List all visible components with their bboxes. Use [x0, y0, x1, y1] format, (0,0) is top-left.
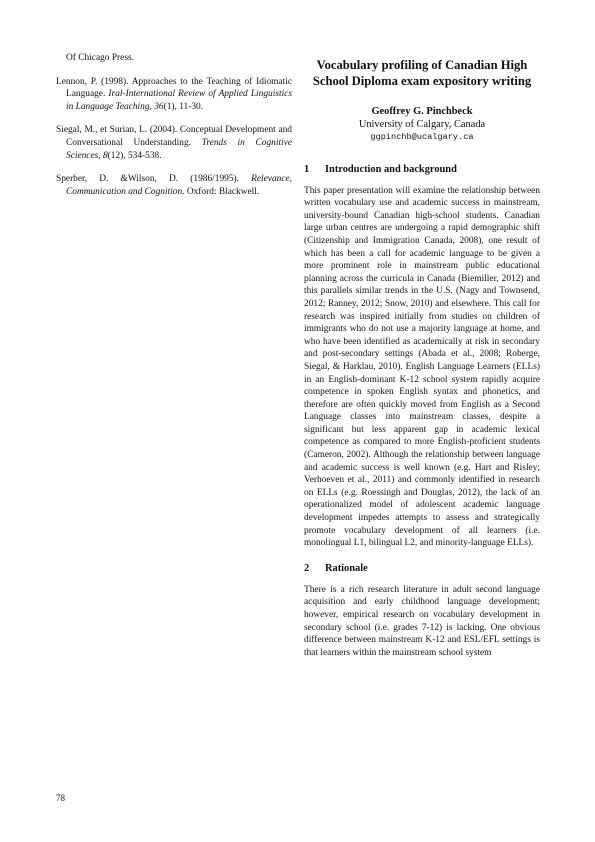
author-email: ggpinchb@ucalgary.ca	[370, 131, 474, 142]
page-number: 78	[56, 793, 65, 803]
reference-entry	[56, 76, 292, 114]
section-number: 1	[304, 163, 310, 175]
section-paragraph: This paper presentation will examine the relationship between written vocabulary use and academic success in mainstream, university-bound Canadian high-school students. Canadian large urban centres are undergoing a rapid demographic shift (Citizenship and Immigration Canada, 2008), one result of which has been a call for academic language to be given a more prominent role in mainstream public educational planning across the curricula in Canada (Biemiller, 2012) and this parallels similar trends in the U.S. (Nagy and Townsend, 2012; Ranney, 2012; Snow, 2010) and elsewhere. This call for research was inspired initially from studies on children of immigrants who do not use a majority language at home, and who have been identified as academically at risk in secondary and post-secondary settings (Abada et al., 2008; Roberge, Siegal, & Harklau, 2010). English Language Learners (ELLs) in an English-dominant K-12 school system rapidly acquire competence in spoken English syntax and phonetics, and therefore are often quickly moved from English as a Second Language classes into mainstream classes, despite a significant but less apparent gap in academic lexical competence as compared to more English-proficient students (Cameron, 2002). Although the relationship between language and academic success is well known (e.g. Hart and Risley; Verhoeven et al., 2011) and commonly identified in research on ELLs (e.g. Roessingh and Douglas, 2012), the lack of an operationalized model of adolescent academic language development impedes attempts to assess and strategically promote vocabulary development of all learners (i.e. monolingual L1, bilingual L2, and minority-language ELLs).	[304, 185, 540, 549]
reference-entry	[56, 173, 292, 198]
reference-text: Lennon, P. (1998). Approaches to the Teaching of Idiomatic Language.	[56, 76, 292, 100]
reference-text: . Oxford: Blackwell.	[182, 186, 260, 197]
reference-text: (1), 11-30.	[163, 101, 204, 112]
references-column	[56, 52, 292, 209]
reference-italic: Trends in Cognitive Sciences, 8	[66, 137, 292, 161]
paper-column	[304, 52, 540, 659]
author-name: Geoffrey G. Pinchbeck	[371, 105, 473, 117]
reference-italic: Relevance, Communication and Cognition	[66, 174, 292, 197]
reference-text: Sperber, D. &Wilson, D. (1986/1995).	[56, 174, 252, 185]
section-number: 2	[304, 562, 310, 574]
reference-text: Siegal, M., et Surian, L. (2004). Conceptual Development and Conversational Understanding.	[56, 125, 292, 148]
section-title: Rationale	[325, 562, 368, 574]
section-title: Introduction and background	[325, 163, 457, 175]
reference-entry	[56, 124, 292, 162]
reference-text: Of Chicago Press.	[66, 53, 134, 63]
reference-text: (12), 534-538.	[107, 150, 162, 161]
author-affiliation: University of Calgary, Canada	[358, 118, 486, 130]
reference-entry	[56, 52, 292, 65]
paper-title: Vocabulary profiling of Canadian High School Diploma exam expository writing	[312, 58, 532, 88]
section-heading	[304, 562, 540, 575]
section-heading	[304, 163, 540, 176]
reference-italic: Iral-International Review of Applied Linguistics in Language Teaching, 36	[66, 89, 292, 112]
section-paragraph: There is a rich research literature in adult second language acquisition and early childhood language development; however, empirical research on vocabulary development in secondary school (i.e. grades 7-12) is lacking. One obvious difference between mainstream K-12 and ESL/EFL settings is that learners within the mainstream school system	[304, 584, 540, 658]
